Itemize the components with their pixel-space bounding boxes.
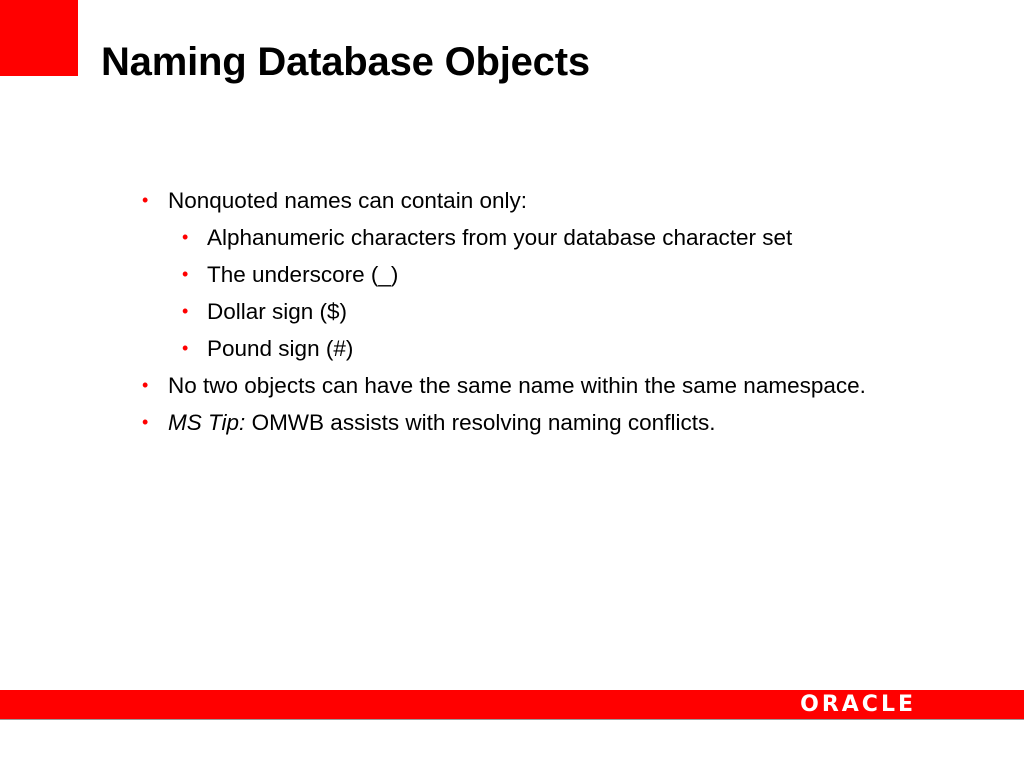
tip-label: MS Tip: <box>168 410 246 435</box>
slide-title: Naming Database Objects <box>101 40 590 84</box>
bullet-icon: • <box>142 412 149 432</box>
bullet-icon: • <box>182 338 189 358</box>
sub-bullet-item <box>142 334 902 363</box>
bullet-icon: • <box>142 190 149 210</box>
footer-divider <box>0 719 1024 720</box>
sub-bullet-text: Dollar sign ($) <box>207 299 348 324</box>
bullet-list <box>142 186 902 445</box>
bullet-icon: • <box>182 227 189 247</box>
bullet-text: No two objects can have the same name within the same namespace. <box>168 373 866 398</box>
oracle-logo: ORACLE <box>800 692 916 717</box>
bullet-text: Nonquoted names can contain only: <box>168 188 527 213</box>
bullet-item <box>142 408 902 437</box>
bullet-icon: • <box>182 301 189 321</box>
sub-bullet-item <box>142 223 902 252</box>
tip-text: OMWB assists with resolving naming conflicts. <box>245 410 716 435</box>
sub-bullet-text: The underscore (_) <box>207 262 399 287</box>
sub-bullet-item <box>142 260 902 289</box>
bullet-icon: • <box>182 264 189 284</box>
sub-bullet-text: Alphanumeric characters from your database character set <box>207 225 793 250</box>
bullet-icon: • <box>142 375 149 395</box>
bullet-item <box>142 186 902 215</box>
sub-bullet-text: Pound sign (#) <box>207 336 354 361</box>
corner-accent-block <box>0 0 78 76</box>
sub-bullet-item <box>142 297 902 326</box>
bullet-item <box>142 371 902 400</box>
